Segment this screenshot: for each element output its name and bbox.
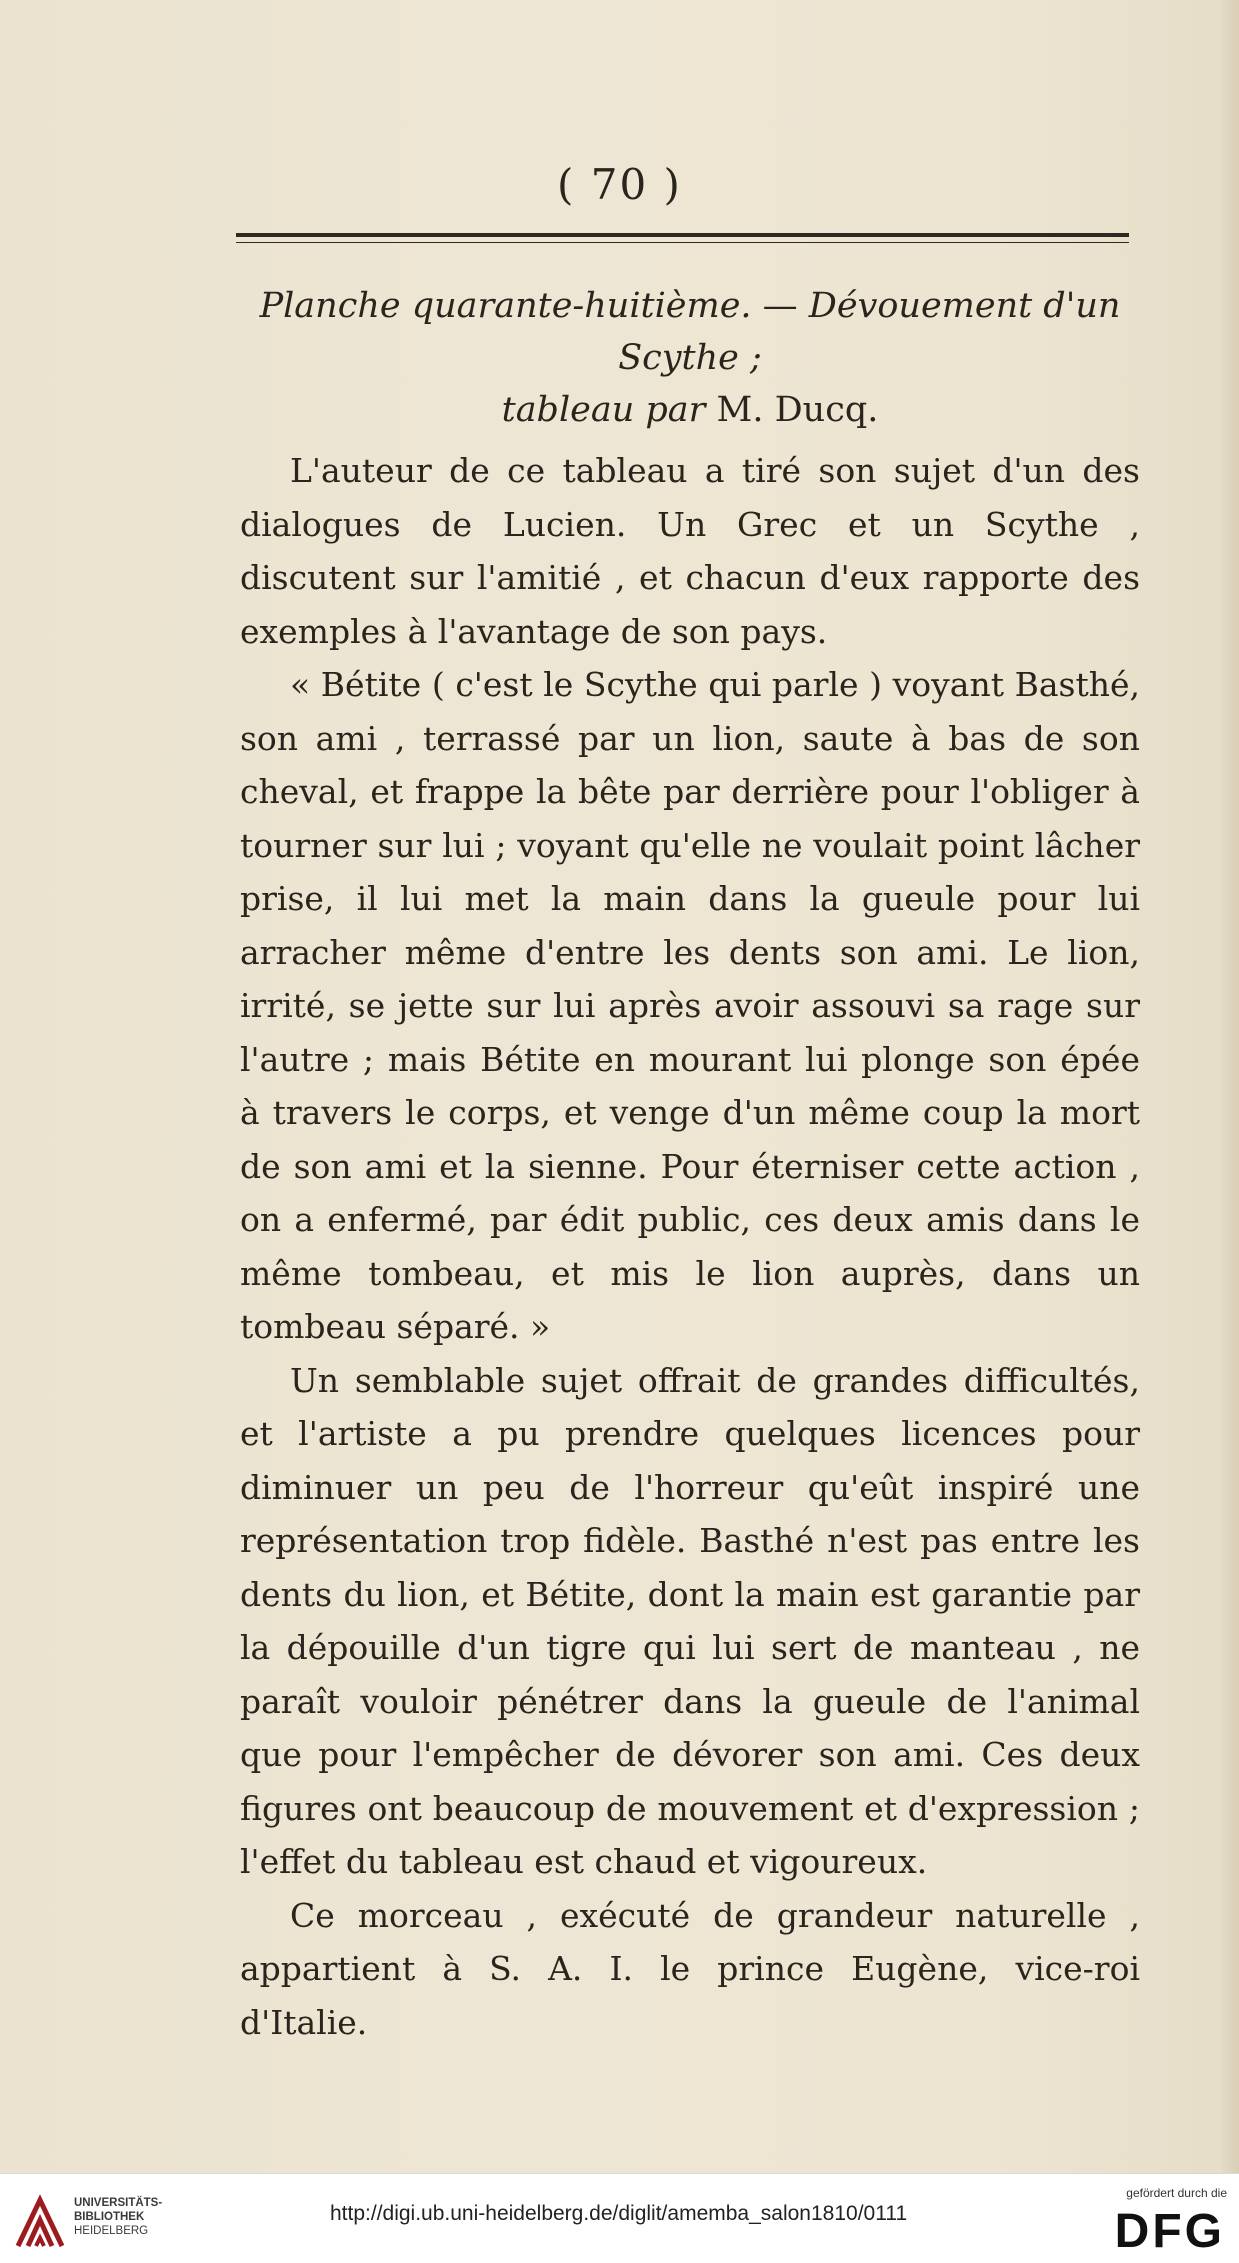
library-name-line-3: HEIDELBERG bbox=[74, 2225, 149, 2237]
university-library-logo-icon[interactable] bbox=[14, 2194, 66, 2250]
paragraph-critique: Un semblable sujet offrait de grandes difficultés, et l'artiste a pu prendre quelques licences pour diminuer un peu de l'horreur qu'eût inspiré une représentation trop fidèle. Basthé n'est pas entre les dents du lion, et Bétite, dont la main est garantie par la dépouille d'un tigre qui lui sert de manteau , ne paraît vouloir pénétrer dans la gueule de l'animal que pour l'empêcher de dévorer son ami. Ces deux figures ont beaucoup de mouvement et d'expression ; l'effet du tableau est chaud et vigoureux. bbox=[240, 1360, 1140, 1881]
funding-note: gefördert durch die bbox=[1126, 2186, 1227, 2200]
header-rule-thick bbox=[236, 233, 1129, 237]
heading-dash: — bbox=[751, 286, 809, 326]
heading-plate-title: Planche quarante-huitième. bbox=[259, 286, 752, 326]
plate-heading bbox=[240, 280, 1140, 436]
paragraph-ownership: Ce morceau , exécuté de grandeur naturelle , appartient à S. A. I. le prince Eugène, vice-roi d'Italie. bbox=[240, 1895, 1140, 2042]
header-rule-thin bbox=[236, 242, 1129, 243]
library-name-line-1: UNIVERSITÄTS- bbox=[74, 2197, 163, 2209]
dfg-logo[interactable]: DFG bbox=[1114, 2205, 1225, 2258]
library-name-line-2: BIBLIOTHEK bbox=[74, 2211, 145, 2223]
heading-line-2 bbox=[240, 384, 1140, 436]
university-library-name[interactable] bbox=[74, 2196, 162, 2238]
permalink-url[interactable]: http://digi.ub.uni-heidelberg.de/diglit/amemba_salon1810/0111 bbox=[330, 2202, 908, 2225]
viewer-footer bbox=[0, 2173, 1239, 2263]
heading-subject: Dévouement d'un Scythe ; bbox=[618, 286, 1121, 378]
text-block bbox=[240, 280, 1140, 2049]
heading-tableau-par: tableau par bbox=[501, 390, 706, 430]
page-number: ( 70 ) bbox=[557, 160, 682, 209]
paragraph-quote: « Bétite ( c'est le Scythe qui parle ) voyant Basthé, son ami , terrassé par un lion, saute à bas de son cheval, et frappe la bête par derrière pour l'obliger à tourner sur lui ; voyant qu'elle ne voulait point lâcher prise, il lui met la main dans la gueule pour lui arracher même d'entre les dents son ami. Le lion, irrité, se jette sur lui après avoir assouvi sa rage sur l'autre ; mais Bétite en mourant lui plonge son épée à travers le corps, et venge d'un même coup la mort de son ami et la sienne. Pour éterniser cette action , on a enfermé, par édit public, ces deux amis dans le même tombeau, et mis le lion auprès, dans un tombeau séparé. » bbox=[240, 665, 1140, 1346]
paragraph-intro: L'auteur de ce tableau a tiré son sujet d'un des dialogues de Lucien. Un Grec et un Scythe , discutent sur l'amitié , et chacun d'eux rapporte des exemples à l'avantage de son pays. bbox=[240, 451, 1140, 651]
heading-artist: M. Ducq. bbox=[705, 390, 879, 430]
heading-line-1 bbox=[240, 280, 1140, 384]
page-edge-shadow bbox=[1221, 0, 1239, 2173]
